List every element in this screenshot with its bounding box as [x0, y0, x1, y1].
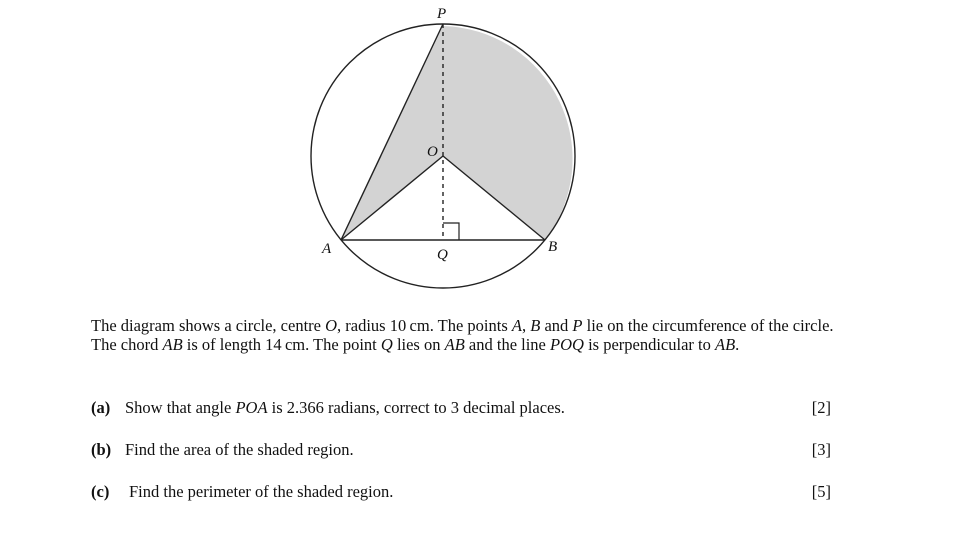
- marks: [2]: [811, 398, 831, 417]
- shaded-region: [341, 26, 573, 240]
- question-part-c: [91, 481, 831, 503]
- question-stem: The diagram shows a circle, centre O, radius 10 cm. The points A, B and P lie on the circumference of the circle. The chord AB is of length 14 cm. The point Q lies on AB and the line POQ is perpendicular to AB.: [91, 316, 834, 354]
- marks: [5]: [811, 482, 831, 501]
- marks: [3]: [811, 440, 831, 459]
- part-label: (b): [91, 440, 112, 459]
- label-o: O: [427, 144, 438, 160]
- part-text: Show that angle POA is 2.366 radians, correct to 3 decimal places.: [125, 398, 565, 417]
- label-b: B: [548, 239, 558, 255]
- part-label: (a): [91, 398, 111, 417]
- label-p: P: [437, 6, 447, 22]
- part-text: Find the perimeter of the shaded region.: [129, 482, 394, 501]
- part-text: Find the area of the shaded region.: [125, 440, 354, 459]
- part-label: (c): [91, 482, 110, 501]
- label-q: Q: [437, 247, 448, 263]
- question-part-b: [91, 439, 831, 461]
- right-angle-marker: [443, 223, 459, 240]
- label-a: A: [322, 241, 332, 257]
- question-part-a: [91, 397, 831, 419]
